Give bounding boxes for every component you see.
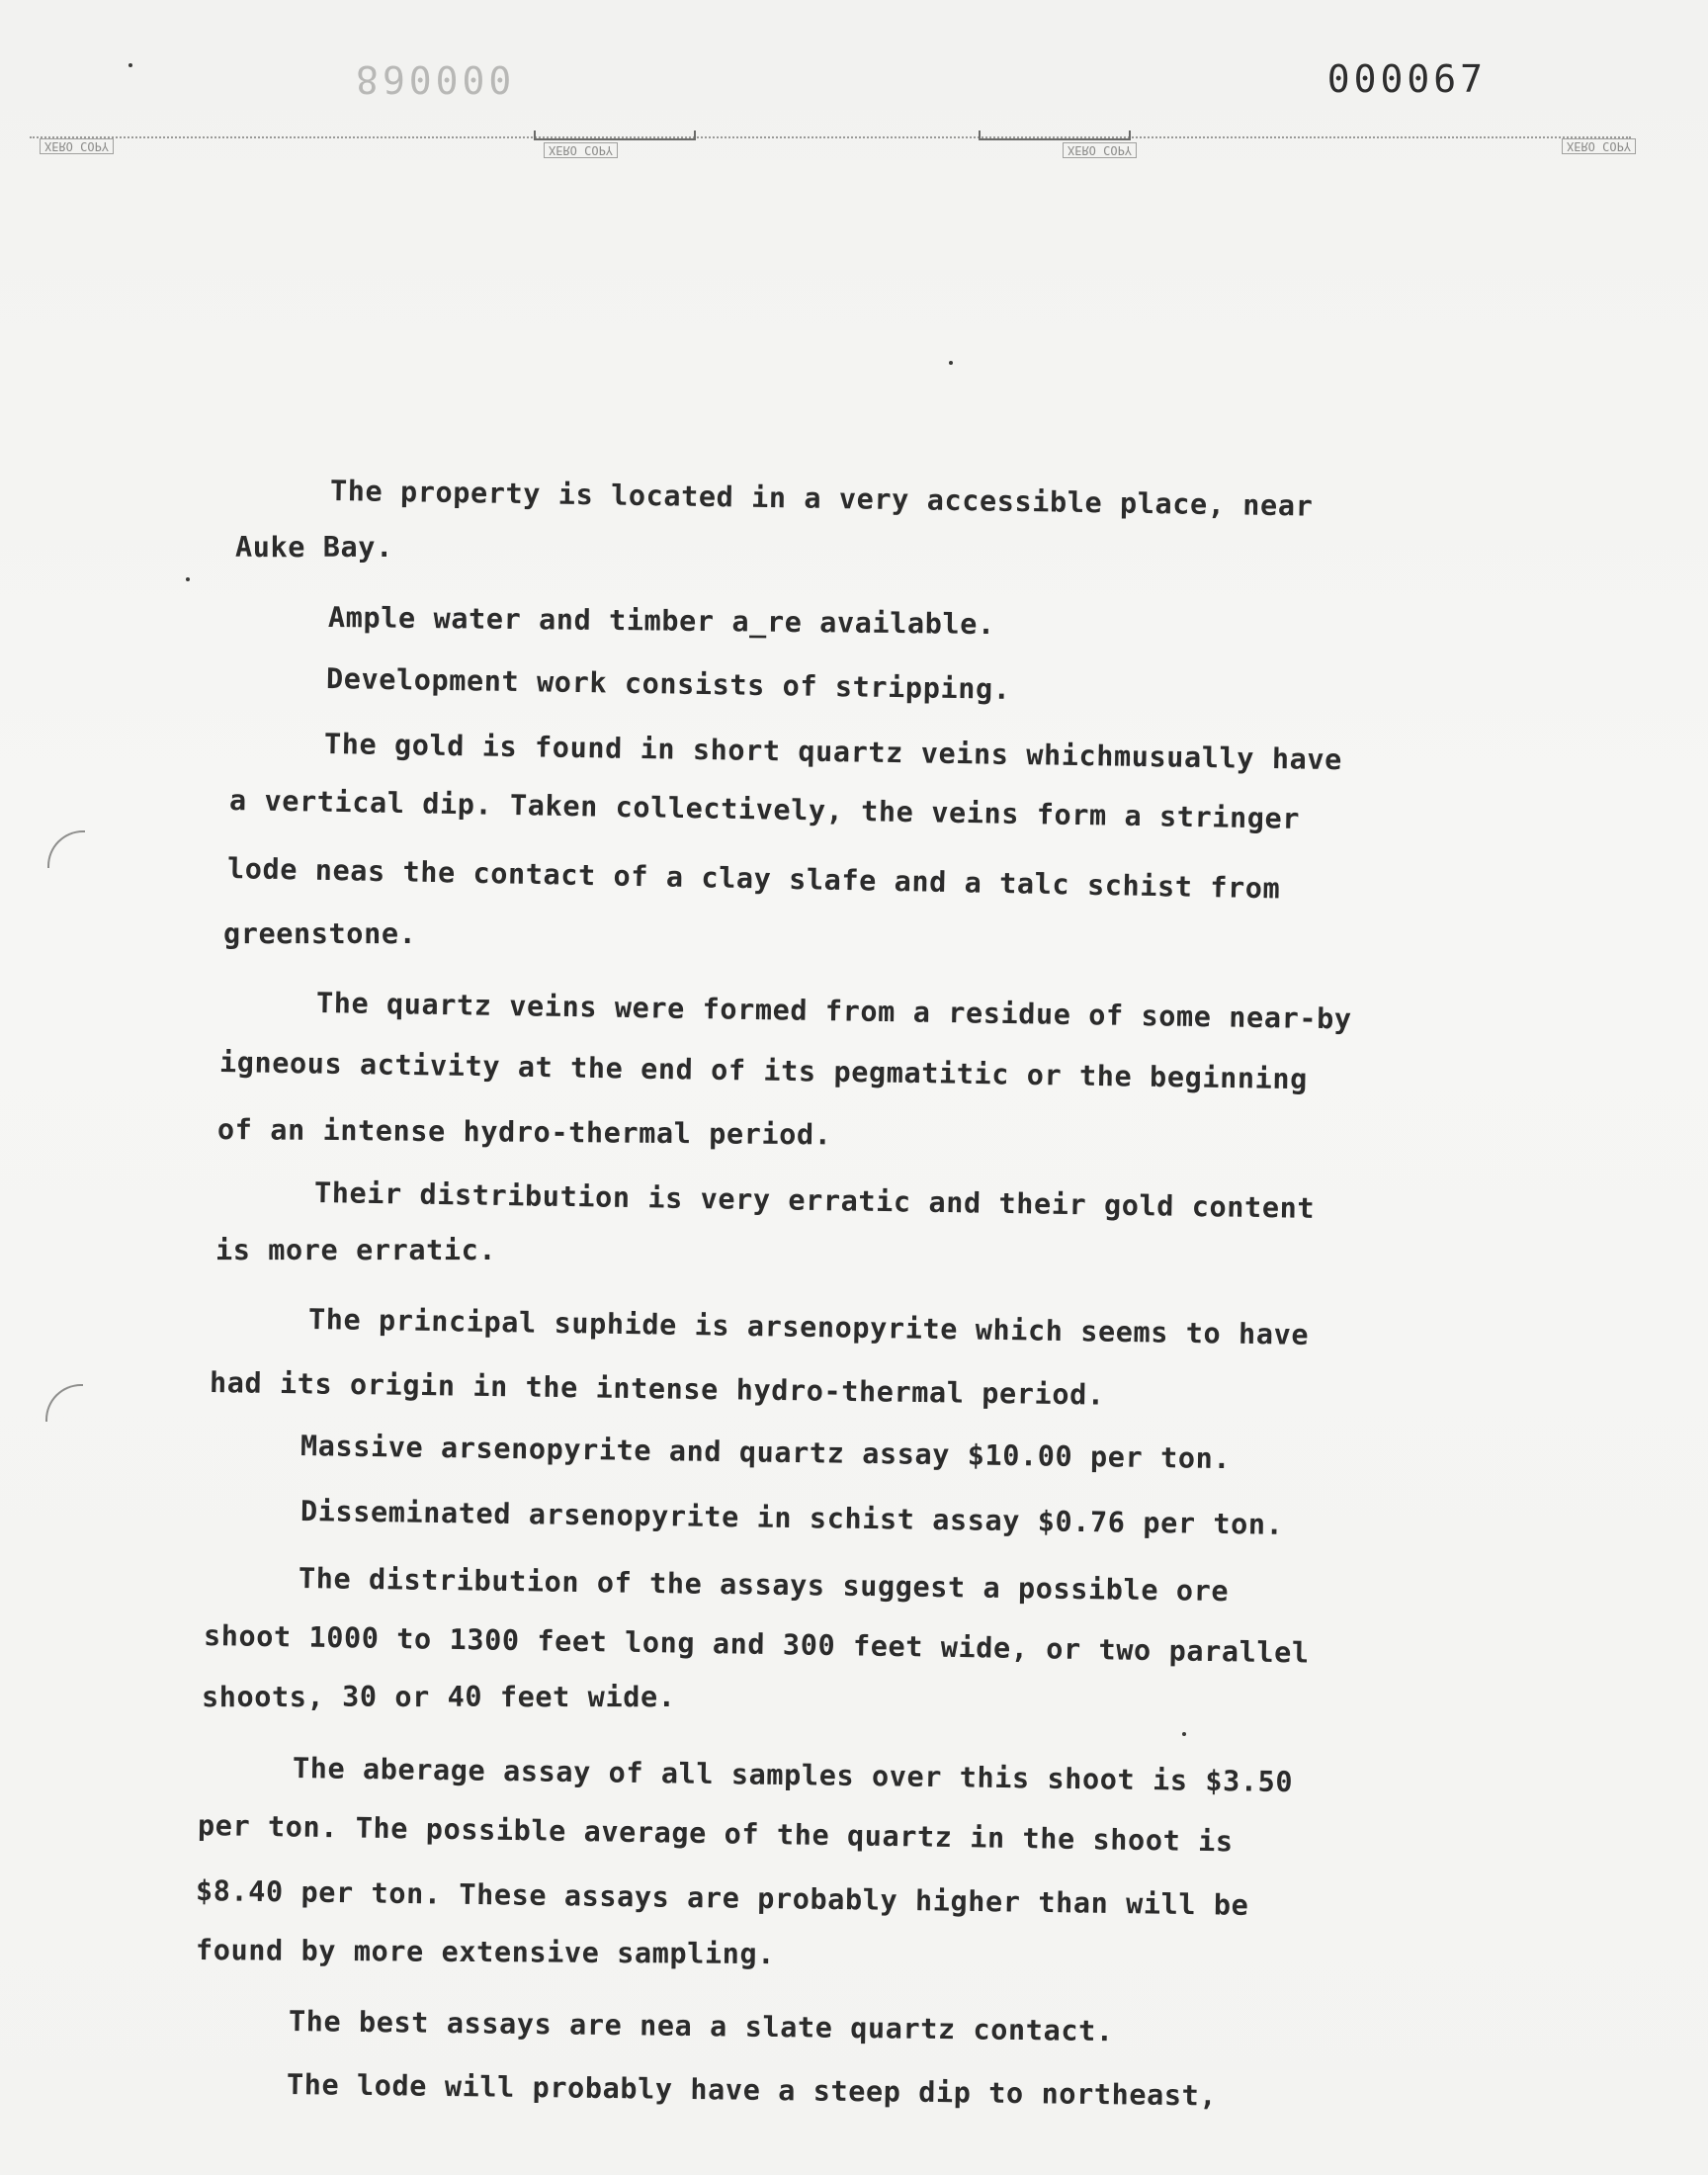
text-line: igneous activity at the end of its pegmatitic or the beginning — [218, 1046, 1309, 1096]
copy-bracket-left — [534, 130, 696, 140]
speck — [186, 577, 190, 581]
text-line: lode neas the contact of a clay slafe and a talc schist from — [226, 852, 1281, 906]
text-line: shoot 1000 to 1300 feet long and 300 feet wide, or two parallel — [203, 1619, 1310, 1670]
speck — [128, 63, 132, 67]
text-line: per ton. The possible average of the quartz in the shoot is — [197, 1809, 1234, 1859]
xerox-mark-2: XERO COPY — [544, 142, 618, 158]
text-line: The quartz veins were formed from a residue of some near-by — [315, 987, 1352, 1036]
text-line: found by more extensive sampling. — [195, 1934, 776, 1971]
text-line: $8.40 per ton. These assays are probably higher than will be — [195, 1874, 1249, 1922]
text-line: The best assays are nea a slate quartz contact. — [288, 2005, 1114, 2048]
page-number: 000067 — [1326, 57, 1487, 101]
text-line: The aberage assay of all samples over this shoot is $3.50 — [292, 1752, 1294, 1799]
text-line: Auke Bay. — [235, 531, 393, 564]
text-line: shoots, 30 or 40 feet wide. — [202, 1681, 676, 1713]
text-line: had its origin in the intense hydro-thermal period. — [209, 1366, 1105, 1412]
text-line: The lode will probably have a steep dip to northeast, — [286, 2068, 1218, 2113]
top-dotted-rule — [30, 136, 1631, 138]
xerox-mark-1: XERO COPY — [40, 138, 114, 154]
xerox-mark-4: XERO COPY — [1562, 138, 1636, 154]
text-line: The distribution of the assays suggest a possible ore — [298, 1562, 1230, 1609]
text-line: greenstone. — [223, 917, 417, 950]
text-line: The principal suphide is arsenopyrite which seems to have — [307, 1303, 1310, 1351]
mirrored-page-number: 000068 — [352, 57, 512, 101]
punch-hole-mark-lower — [45, 1384, 83, 1422]
text-line: Ample water and timber a_re available. — [327, 601, 995, 642]
speck — [1182, 1732, 1186, 1736]
text-line: of an intense hydro-thermal period. — [216, 1113, 832, 1152]
speck — [949, 361, 953, 365]
text-line: Disseminated arsenopyrite in schist assay $0.76 per ton. — [299, 1495, 1284, 1541]
text-line: The gold is found in short quartz veins whichmusually have — [323, 728, 1343, 777]
text-line: Massive arsenopyrite and quartz assay $10.00 per ton. — [299, 1430, 1232, 1476]
text-line: The property is located in a very accessible place, near — [329, 475, 1314, 523]
copy-bracket-right — [979, 130, 1131, 140]
text-line: a vertical dip. Taken collectively, the veins form a stringer — [228, 784, 1301, 835]
text-line: is more erratic. — [215, 1234, 497, 1266]
xerox-mark-3: XERO COPY — [1063, 142, 1137, 158]
punch-hole-mark-upper — [47, 830, 85, 868]
text-line: Their distribution is very erratic and their gold content — [313, 1176, 1316, 1225]
text-line: Development work consists of stripping. — [325, 662, 1011, 706]
